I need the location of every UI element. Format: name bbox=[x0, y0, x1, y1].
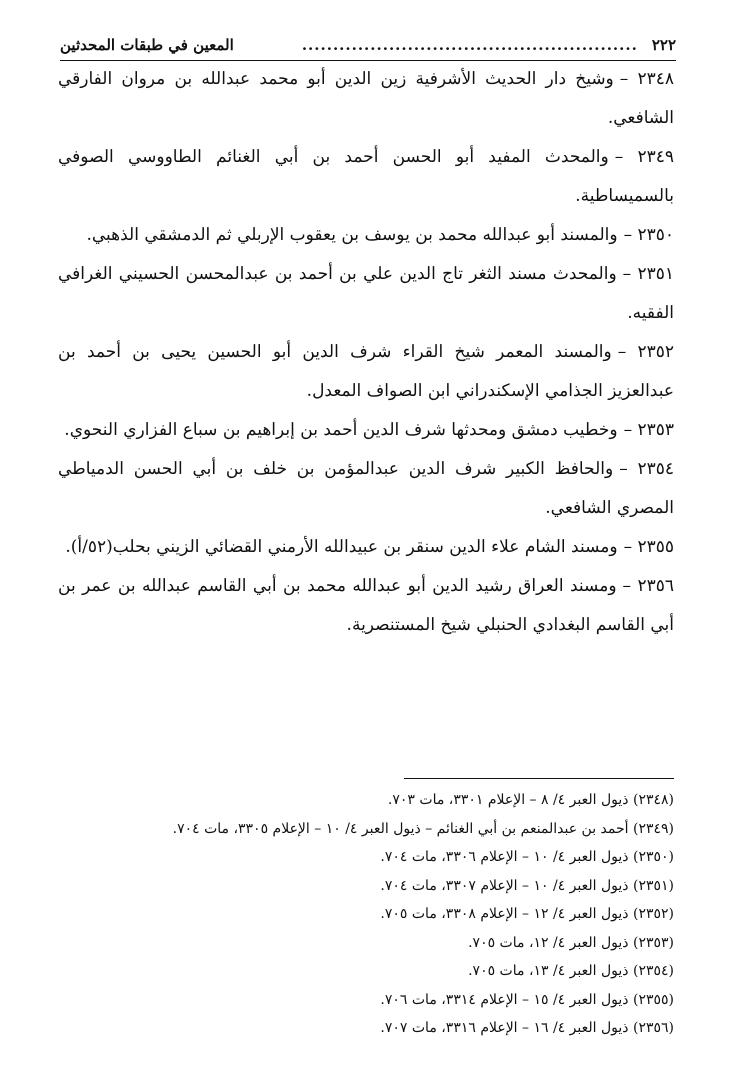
entry-number: ٢٣٤٨ – bbox=[619, 69, 674, 89]
entry-2353 bbox=[58, 411, 674, 450]
footnotes bbox=[58, 786, 674, 1043]
footnote-2351: (٢٣٥١) ذيول العبر ٤/ ١٠ – الإعلام ٣٣٠٧، مات ٧٠٤. bbox=[380, 877, 674, 894]
running-header bbox=[60, 30, 676, 61]
entry-2351 bbox=[58, 255, 674, 333]
footnote-2353: (٢٣٥٣) ذيول العبر ٤/ ١٢، مات ٧٠٥. bbox=[468, 934, 674, 951]
book-title: المعين في طبقات المحدثين bbox=[60, 36, 234, 54]
page-number: ٢٢٢ bbox=[651, 36, 676, 54]
entry-number: ٢٣٥٥ – bbox=[623, 537, 674, 557]
entry-number: ٢٣٥٤ – bbox=[619, 459, 674, 479]
footnote-2356: (٢٣٥٦) ذيول العبر ٤/ ١٦ – الإعلام ٣٣١٦، مات ٧٠٧. bbox=[380, 1020, 674, 1036]
entry-2348 bbox=[58, 60, 674, 138]
entry-number: ٢٣٥٢ – bbox=[617, 342, 674, 362]
entry-2350 bbox=[58, 216, 674, 255]
footnote-2348: (٢٣٤٨) ذيول العبر ٤/ ٨ – الإعلام ٣٣٠١، مات ٧٠٣. bbox=[387, 792, 674, 808]
footnote-2352: (٢٣٥٢) ذيول العبر ٤/ ١٢ – الإعلام ٣٣٠٨، مات ٧٠٥. bbox=[380, 906, 674, 922]
entry-2354 bbox=[58, 450, 674, 528]
footnote-2354: (٢٣٥٤) ذيول العبر ٤/ ١٣، مات ٧٠٥. bbox=[468, 963, 674, 979]
footnote-divider bbox=[404, 778, 674, 779]
entry-text: والمسند أبو عبدالله محمد بن يوسف بن يعقوب الإربلي ثم الدمشقي الذهبي. bbox=[86, 225, 618, 245]
entry-2352 bbox=[58, 333, 674, 411]
entry-text: وخطيب دمشق ومحدثها شرف الدين أحمد بن إبراهيم بن سباع الفزاري النحوي. bbox=[64, 420, 618, 440]
entry-2356 bbox=[58, 567, 674, 645]
footnote-2350: (٢٣٥٠) ذيول العبر ٤/ ١٠ – الإعلام ٣٣٠٦، مات ٧٠٤. bbox=[380, 849, 674, 865]
entry-text: والحافظ الكبير شرف الدين عبدالمؤمن بن خلف بن أبي الحسن الدمياطي المصري الشافعي. bbox=[58, 459, 674, 518]
entry-text: وشيخ دار الحديث الأشرفية زين الدين أبو محمد عبدالله بن مروان الفارقي الشافعي. bbox=[58, 69, 674, 128]
entry-2355 bbox=[58, 528, 674, 567]
footnote-2349: (٢٣٤٩) أحمد بن عبدالمنعم بن أبي الغنائم – ذيول العبر ٤/ ١٠ – الإعلام ٣٣٠٥، مات ٧٠٤. bbox=[172, 820, 674, 837]
entry-number: ٢٣٥٣ – bbox=[623, 420, 674, 440]
entry-number: ٢٣٤٩ – bbox=[614, 147, 675, 167]
entry-number: ٢٣٥٦ – bbox=[622, 576, 675, 596]
entry-2349 bbox=[58, 138, 674, 216]
entry-number: ٢٣٥١ – bbox=[622, 264, 674, 284]
entry-text: والمحدث مسند الثغر تاج الدين علي بن أحمد بن عبدالمحسن الحسيني الغرافي الفقيه. bbox=[58, 264, 674, 323]
entry-text: ومسند العراق رشيد الدين أبو عبدالله محمد بن أبي القاسم عبدالله بن عمر بن أبي القاسم البغدادي الحنبلي شيخ المستنصرية. bbox=[58, 576, 674, 635]
biography-entries bbox=[58, 60, 674, 760]
entry-text: والمسند المعمر شيخ القراء شرف الدين أبو الحسين يحيى بن أحمد بن عبدالعزيز الجذامي الإسكندراني ابن الصواف المعدل. bbox=[58, 342, 674, 401]
entry-text: ومسند الشام علاء الدين سنقر بن عبيدالله الأرمني القضائي الزيني بحلب(٥٢/أ). bbox=[65, 537, 618, 557]
header-leader-dots: ...................................................... bbox=[301, 36, 638, 54]
entry-text: والمحدث المفيد أبو الحسن أحمد بن أبي الغنائم الطاووسي الصوفي بالسميساطية. bbox=[58, 147, 674, 206]
entry-number: ٢٣٥٠ – bbox=[623, 225, 674, 245]
footnote-2355: (٢٣٥٥) ذيول العبر ٤/ ١٥ – الإعلام ٣٣١٤، مات ٧٠٦. bbox=[380, 991, 674, 1008]
